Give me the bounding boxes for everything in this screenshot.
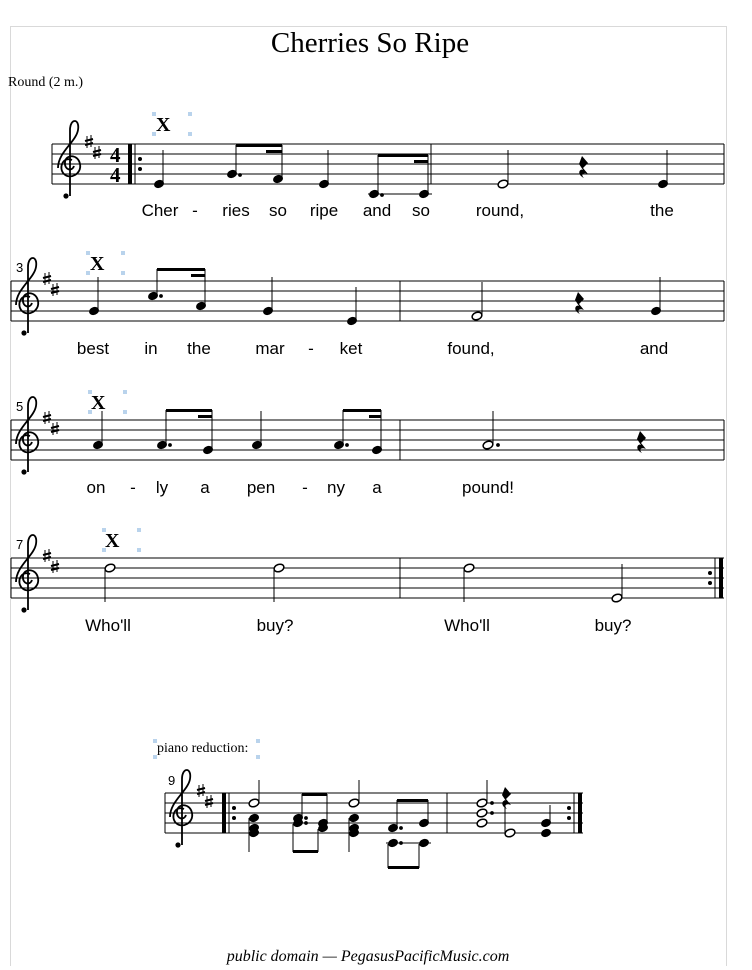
lyrics-line-1 [142, 201, 674, 220]
lyric-syllable: ny [327, 478, 345, 497]
notes-measure-4 [471, 277, 661, 321]
treble-clef-icon [58, 121, 80, 199]
lyric-syllable: best [76, 339, 110, 358]
round-entry-mark: X [156, 114, 171, 136]
lyric-syllable: Who'll [444, 616, 490, 635]
piano-notes-measure-10 [476, 780, 551, 838]
notes-measure-8 [463, 563, 623, 603]
lyric-syllable: on [86, 478, 106, 497]
lyric-syllable: pen [246, 478, 276, 497]
round-entry-mark: X [105, 530, 120, 552]
lyric-hyphen: - [130, 478, 136, 497]
score-subtitle: Round (2 m.) [8, 75, 84, 90]
quarter-rest-icon [579, 156, 588, 178]
lyric-syllable: buy? [594, 616, 632, 635]
round-entry-mark: X [90, 253, 105, 275]
lyric-syllable: ries [222, 201, 250, 220]
lyric-syllable: and [362, 201, 392, 220]
measure-number: 5 [16, 399, 24, 414]
lyric-syllable: so [412, 201, 430, 220]
lyric-hyphen: - [302, 478, 308, 497]
lyric-syllable: ripe [309, 201, 339, 220]
lyric-syllable: pound! [462, 478, 514, 497]
measure-number: 7 [16, 537, 24, 552]
measure-number: 9 [168, 773, 176, 788]
lyric-hyphen: - [308, 339, 314, 358]
footer-credit: public domain — PegasusPacificMusic.com [226, 948, 510, 965]
lyric-syllable: and [639, 339, 669, 358]
staff-system-4 [11, 528, 724, 635]
lyrics-line-4 [85, 616, 631, 635]
round-entry-mark: X [91, 392, 106, 414]
lyric-syllable: mar [255, 339, 285, 358]
staff-system-2 [11, 251, 724, 358]
notes-measure-2 [497, 150, 668, 189]
staff-system-1 [52, 112, 724, 220]
lyric-syllable: buy? [256, 616, 294, 635]
notes-measure-5 [93, 409, 383, 455]
key-signature-sharps-icon [43, 549, 59, 573]
lyric-syllable: ly [155, 478, 169, 497]
lyric-syllable: ket [339, 339, 363, 358]
time-signature-bottom: 4 [110, 163, 121, 187]
lyric-syllable: found, [447, 339, 495, 358]
key-signature-sharps-icon [85, 135, 101, 159]
notes-measure-3 [89, 268, 358, 326]
lyric-syllable: so [269, 201, 287, 220]
lyric-syllable: in [144, 339, 158, 358]
piano-reduction-label: piano reduction: [157, 741, 249, 756]
piano-reduction [153, 739, 583, 869]
key-signature-sharps-icon [43, 272, 59, 296]
key-signature-sharps-icon [43, 411, 59, 435]
staff-system-3 [11, 390, 724, 497]
lyric-syllable: the [187, 339, 211, 358]
lyric-syllable: round, [475, 201, 525, 220]
notes-measure-7 [104, 563, 285, 602]
lyric-syllable: the [650, 201, 674, 220]
lyric-syllable: Who'll [85, 616, 131, 635]
measure-number: 3 [16, 260, 24, 275]
score-title: Cherries So Ripe [270, 27, 470, 59]
notes-measure-6 [482, 411, 646, 453]
quarter-rest-icon [502, 787, 511, 809]
lyric-syllable: Cher [141, 201, 179, 220]
lyric-syllable: a [372, 478, 382, 497]
lyrics-line-3 [87, 478, 514, 497]
lyrics-line-2 [77, 339, 668, 358]
key-signature-sharps-icon [197, 784, 213, 808]
lyric-hyphen: - [192, 201, 198, 220]
notes-measure-1 [154, 144, 432, 199]
lyric-syllable: a [200, 478, 210, 497]
time-signature-top: 4 [110, 143, 121, 167]
